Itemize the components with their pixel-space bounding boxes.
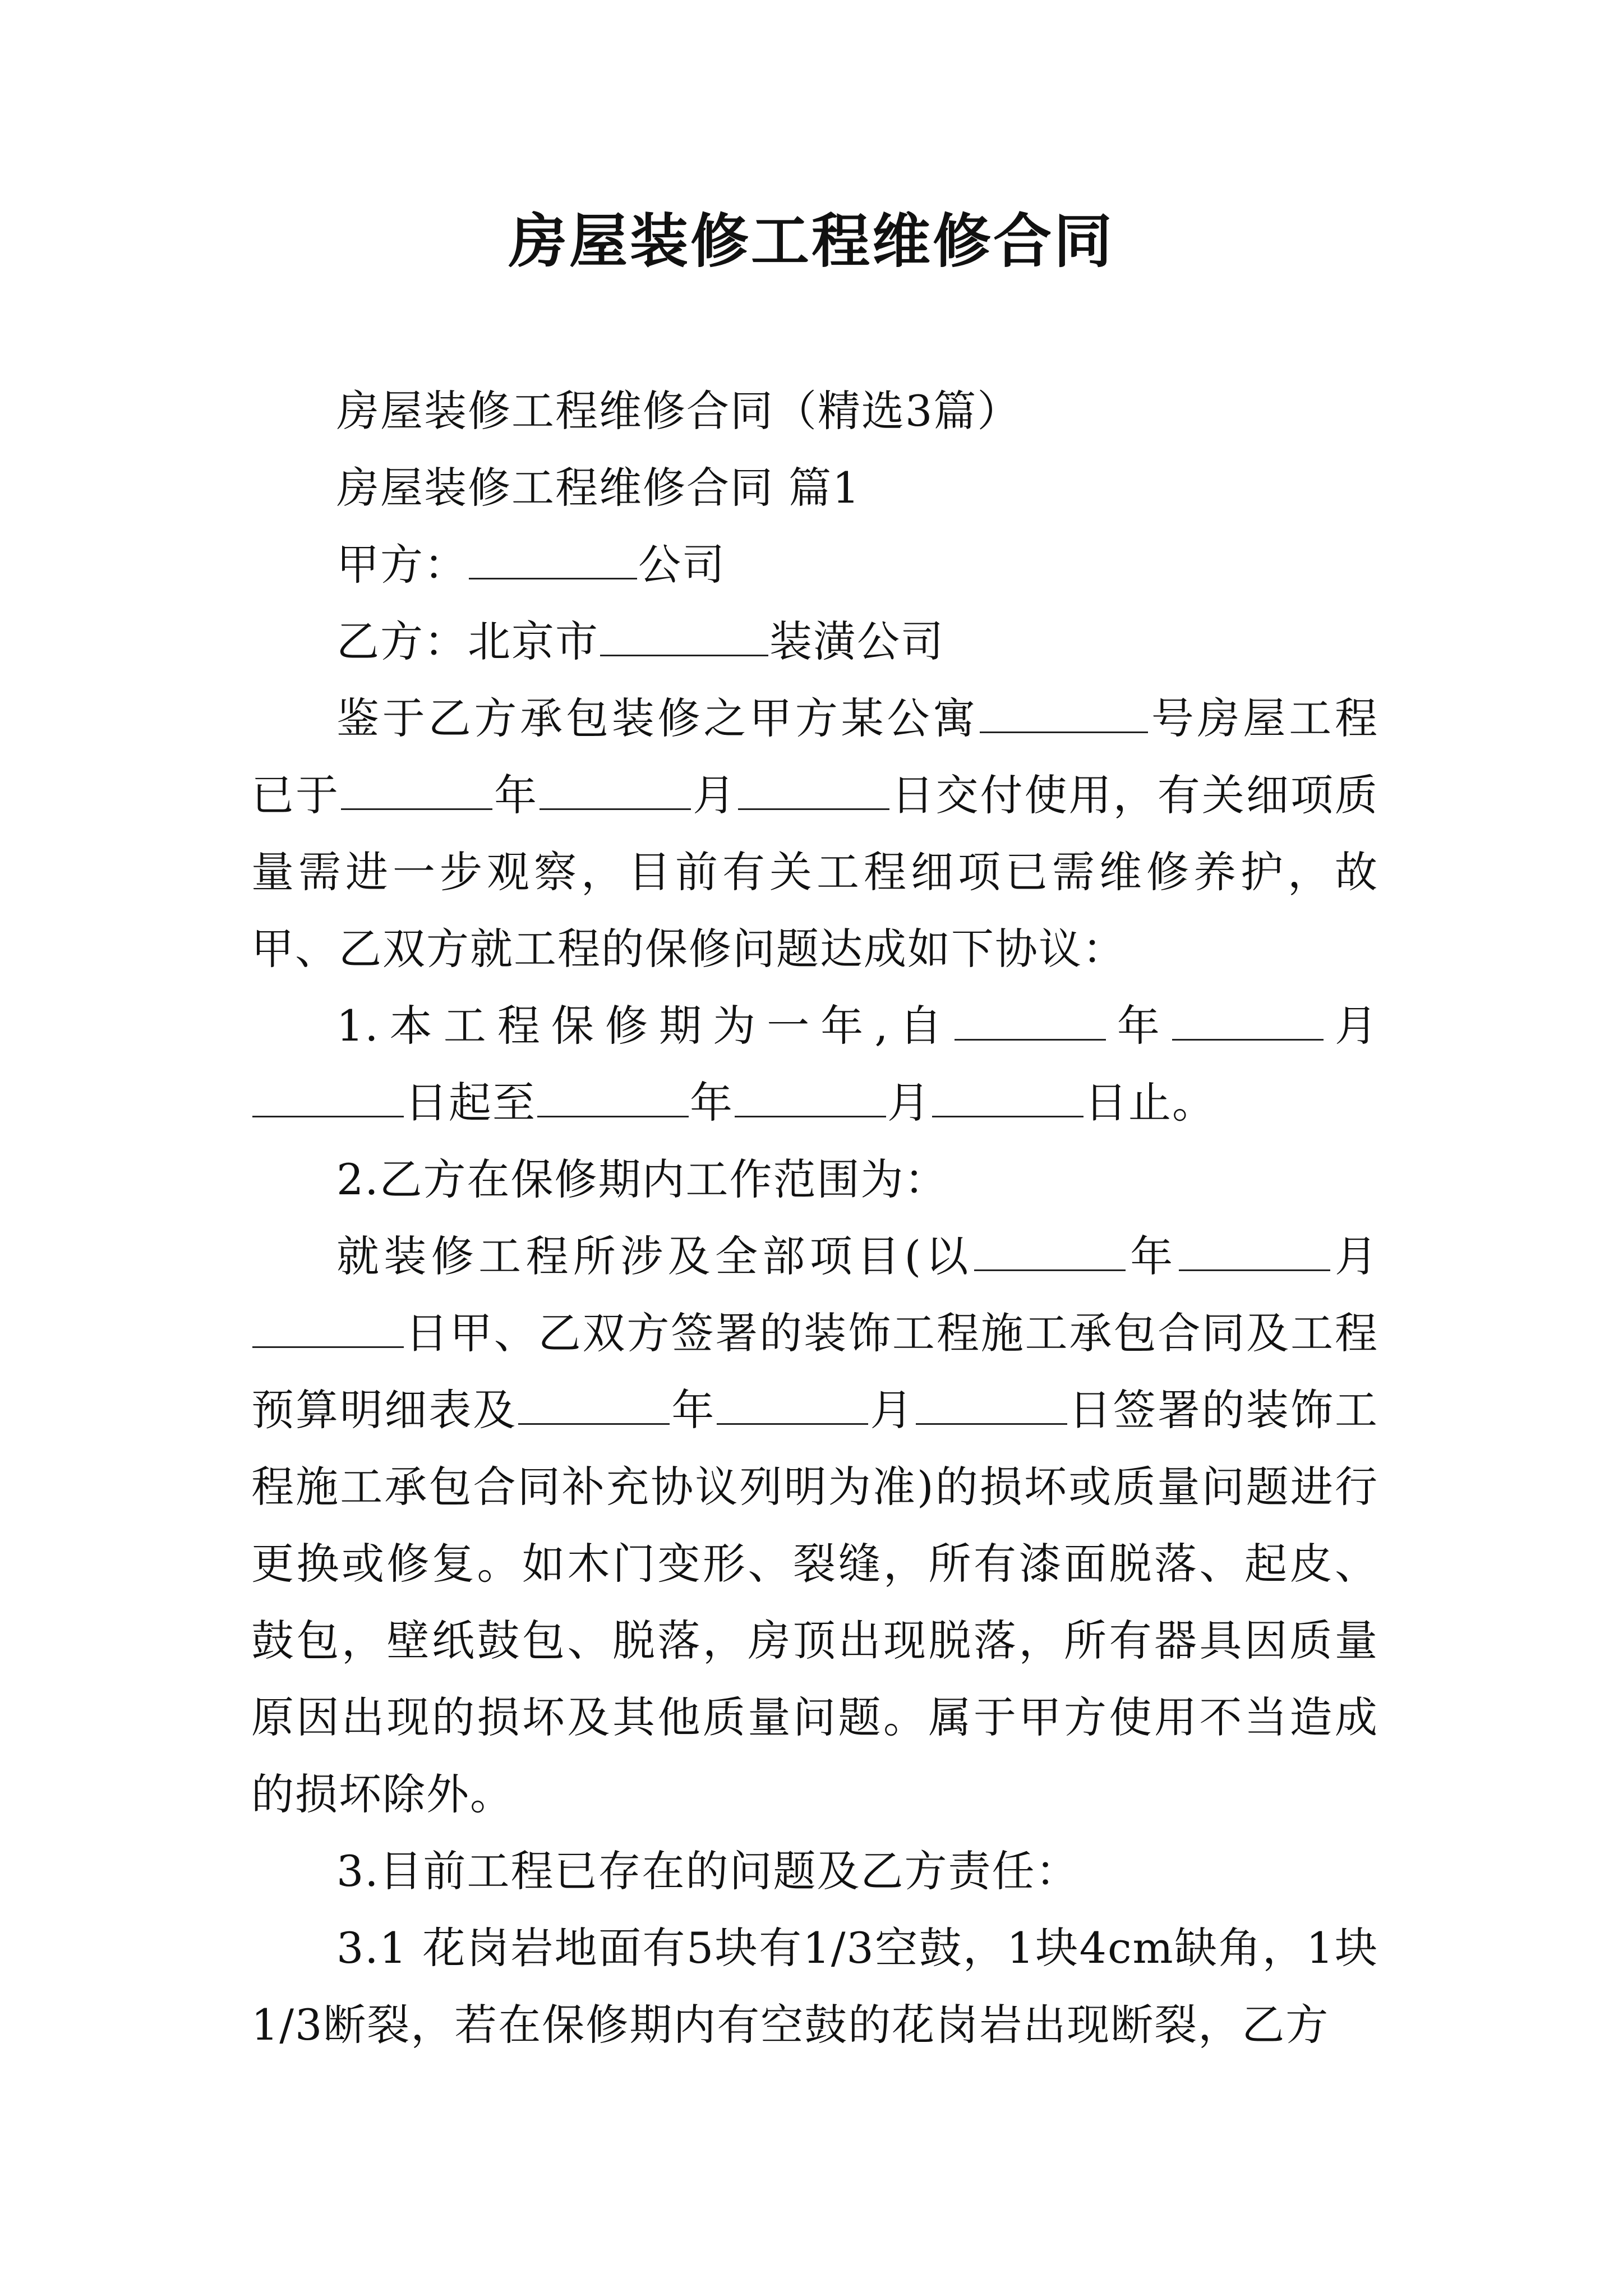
subtitle-text: 房屋装修工程维修合同（精选3篇）: [336, 386, 1021, 436]
party-b-suffix: 装潢公司: [769, 616, 944, 666]
party-a-blank: [469, 537, 637, 579]
clause-1-text-b: 日起至: [405, 1078, 536, 1128]
clause-2-day-blank: [252, 1306, 404, 1348]
clause-2-heading: [251, 1141, 1378, 1218]
clause-2-text-b: 日甲、乙双方签署的装饰工程施工承包合同及工程预算明细表及: [251, 1308, 1378, 1435]
clause-1-day-blank: [252, 1075, 404, 1117]
clause-2-year-blank: [974, 1229, 1126, 1271]
document-body: [251, 372, 1378, 2063]
party-b-line: [251, 603, 1378, 680]
clause-2-text-a: 就装修工程所涉及全部项目(以: [336, 1231, 973, 1281]
clause-1-text-a: 1.本工程保修期为一年,自: [336, 1001, 953, 1051]
day-blank: [738, 768, 889, 810]
intro-text-1: 鉴于乙方承包装修之甲方某公寓: [336, 693, 979, 743]
clause-1: [251, 987, 1378, 1141]
clause-1-year2-blank: [537, 1075, 689, 1117]
clause-1-day2-blank: [932, 1075, 1083, 1117]
clause-2-day2-blank: [916, 1383, 1067, 1425]
party-a-label: 甲方：: [336, 540, 468, 590]
clause-1-year-label: 年: [1106, 1001, 1171, 1051]
clause-3-heading: [251, 1833, 1378, 1910]
intro-text-2: 号房屋工程已于: [251, 693, 1379, 820]
section-heading-text: 房屋装修工程维修合同 篇1: [336, 463, 861, 513]
clause-2-month2-label: 月: [869, 1385, 915, 1435]
clause-1-year2-label: 年: [690, 1078, 734, 1128]
clause-3-1-text: 3.1 花岗岩地面有5块有1/3空鼓，1块4cm缺角，1块1/3断裂，若在保修期内有空鼓的花岗岩出现断裂，乙方: [251, 1923, 1378, 2050]
clause-1-month-blank: [1172, 999, 1324, 1041]
month-label: 月: [692, 770, 737, 820]
clause-1-year-blank: [955, 999, 1106, 1041]
clause-1-text-c: 日止。: [1085, 1078, 1216, 1128]
subtitle: [251, 372, 1378, 449]
clause-2-month-blank: [1179, 1229, 1330, 1271]
clause-2-year2-blank: [518, 1383, 670, 1425]
party-a-suffix: 公司: [638, 540, 726, 590]
section-heading: [251, 449, 1378, 526]
party-b-blank: [600, 614, 768, 656]
intro-text-3: 日交付使用，有关细项质量需进一步观察，目前有关工程细项已需维修养护，故甲、乙双方就工程的保修问题达成如下协议：: [251, 770, 1379, 974]
clause-3-1: [251, 1910, 1378, 2063]
clause-2-month2-blank: [717, 1383, 868, 1425]
year-label: 年: [494, 770, 539, 820]
clause-2-body: [251, 1218, 1378, 1833]
apartment-number-blank: [980, 691, 1148, 733]
clause-2-month-label: 月: [1331, 1231, 1378, 1281]
clause-1-month2-blank: [735, 1075, 886, 1117]
clause-2-heading-text: 2.乙方在保修期内工作范围为：: [336, 1154, 948, 1204]
party-b-label: 乙方：北京市: [336, 616, 599, 666]
intro-paragraph: [251, 680, 1378, 987]
clause-3-heading-text: 3.目前工程已存在的问题及乙方责任：: [336, 1846, 1080, 1896]
month-blank: [540, 768, 691, 810]
document-title: 房屋装修工程维修合同: [508, 207, 1114, 275]
clause-1-month2-label: 月: [887, 1078, 931, 1128]
clause-2-year2-label: 年: [671, 1385, 716, 1435]
year-blank: [341, 768, 492, 810]
clause-2-year-label: 年: [1126, 1231, 1178, 1281]
party-a-line: [251, 526, 1378, 603]
clause-1-month-label: 月: [1324, 1001, 1379, 1051]
clause-2-text-c: 日签署的装饰工程施工承包合同补充协议列明为准)的损坏或质量问题进行更换或修复。如木门变形、裂缝，所有漆面脱落、起皮、鼓包，壁纸鼓包、脱落，房顶出现脱落，所有器具因质量原因出现的损坏及其他质量问题。属于甲方使用不当造成的损坏除外。: [251, 1385, 1379, 1819]
